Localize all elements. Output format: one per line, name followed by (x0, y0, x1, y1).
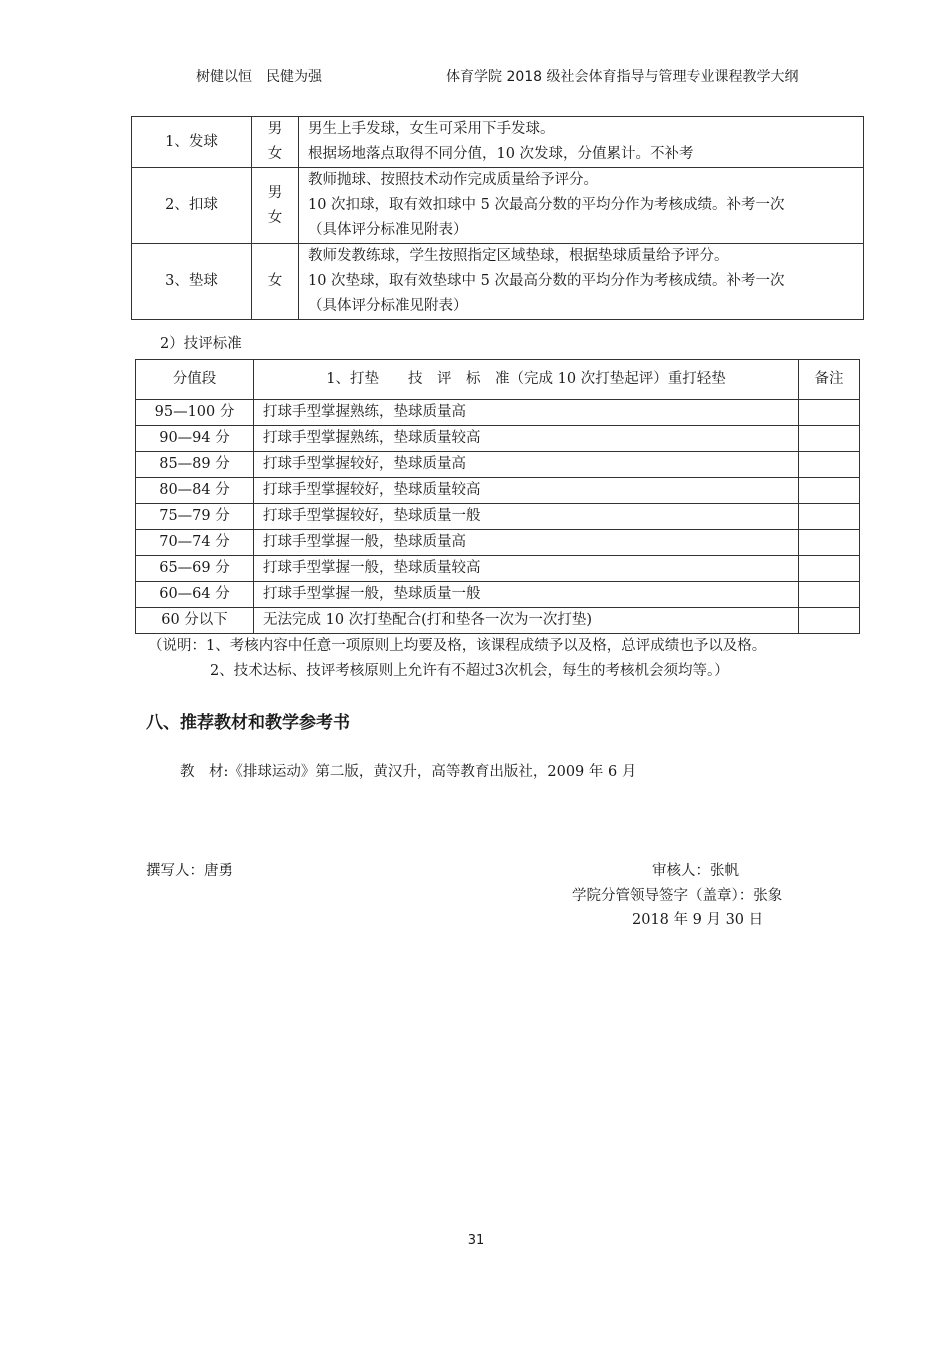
scoring-table (135, 359, 860, 634)
table-row (132, 117, 864, 168)
criteria-cell: 打球手型掌握较好，垫球质量较高 (254, 478, 799, 504)
header-right: 体育学院 2018 级社会体育指导与管理专业课程教学大纲 (446, 69, 799, 85)
note-cell (799, 530, 860, 556)
desc-cell (299, 244, 864, 320)
gender-label: 女 (267, 209, 283, 226)
page-number: 31 (467, 1233, 485, 1248)
desc-line: 教师发教练球，学生按照指定区域垫球，根据垫球质量给予评分。 (308, 248, 729, 264)
gender-label: 女 (267, 273, 283, 289)
table-row (136, 530, 860, 556)
note-line-2: 2、技术达标、技评考核原则上允许有不超过3次机会，每生的考核机会须均等。） (210, 663, 729, 679)
criteria-cell: 打球手型掌握一般，垫球质量较高 (254, 556, 799, 582)
note-cell (799, 504, 860, 530)
desc-line: 根据场地落点取得不同分值，10 次发球，分值累计。不补考 (308, 146, 694, 162)
table-row (136, 452, 860, 478)
table-row (136, 556, 860, 582)
score-cell: 90—94 分 (136, 426, 254, 452)
criteria-cell: 无法完成 10 次打垫配合(打和垫各一次为一次打垫) (254, 608, 799, 634)
score-cell: 60 分以下 (136, 608, 254, 634)
leader-signature: 学院分管领导签字（盖章）：张象 (572, 888, 783, 904)
gender-label: 男 (267, 121, 283, 137)
note-cell (799, 400, 860, 426)
table-row (136, 400, 860, 426)
desc-line: （具体评分标准见附表） (308, 222, 468, 238)
score-cell: 65—69 分 (136, 556, 254, 582)
desc-line: 男生上手发球，女生可采用下手发球。 (308, 121, 555, 137)
header-row (136, 360, 860, 400)
header-criteria: 1、打垫 技 评 标 准（完成 10 次打垫起评）重打轻垫 (254, 360, 799, 400)
gender-cell (252, 117, 299, 168)
criteria-cell: 打球手型掌握一般，垫球质量高 (254, 530, 799, 556)
table-row (136, 504, 860, 530)
assessment-table (131, 116, 864, 320)
gender-cell (252, 244, 299, 320)
desc-cell (299, 117, 864, 168)
gender-label: 女 (267, 146, 283, 162)
desc-cell (299, 168, 864, 244)
criteria-cell: 打球手型掌握较好，垫球质量高 (254, 452, 799, 478)
subheading: 2）技评标准 (160, 336, 242, 352)
writer-signature: 撰写人：唐勇 (146, 863, 233, 879)
table-row (132, 244, 864, 320)
gender-cell (252, 168, 299, 244)
criteria-cell: 打球手型掌握熟练，垫球质量高 (254, 400, 799, 426)
table-row (136, 608, 860, 634)
item-cell: 1、发球 (132, 117, 252, 168)
note-cell (799, 426, 860, 452)
desc-line: 10 次垫球，取有效垫球中 5 次最高分数的平均分作为考核成绩。补考一次 (308, 273, 785, 289)
note-cell (799, 478, 860, 504)
header-score: 分值段 (136, 360, 254, 400)
criteria-cell: 打球手型掌握较好，垫球质量一般 (254, 504, 799, 530)
note-line-1: （说明：1、考核内容中任意一项原则上均要及格，该课程成绩予以及格，总评成绩也予以及格。 (148, 638, 767, 654)
note-cell (799, 452, 860, 478)
score-cell: 85—89 分 (136, 452, 254, 478)
textbook-line: 教 材:《排球运动》第二版，黄汉升，高等教育出版社，2009 年 6 月 (180, 764, 637, 780)
table-row (136, 426, 860, 452)
section-title: 八、推荐教材和教学参考书 (146, 713, 350, 733)
reviewer-signature: 审核人：张帆 (652, 863, 739, 879)
desc-line: （具体评分标准见附表） (308, 298, 468, 314)
sign-date: 2018 年 9 月 30 日 (632, 912, 764, 928)
desc-line: 教师抛球、按照技术动作完成质量给予评分。 (308, 172, 598, 188)
note-cell (799, 582, 860, 608)
desc-line: 10 次扣球，取有效扣球中 5 次最高分数的平均分作为考核成绩。补考一次 (308, 197, 785, 213)
item-cell: 3、垫球 (132, 244, 252, 320)
score-cell: 95—100 分 (136, 400, 254, 426)
gender-label: 男 (267, 184, 283, 201)
score-cell: 60—64 分 (136, 582, 254, 608)
item-cell: 2、扣球 (132, 168, 252, 244)
note-cell (799, 556, 860, 582)
note-cell (799, 608, 860, 634)
table-row (136, 478, 860, 504)
score-cell: 80—84 分 (136, 478, 254, 504)
criteria-cell: 打球手型掌握熟练，垫球质量较高 (254, 426, 799, 452)
table-row (132, 168, 864, 244)
table-row (136, 582, 860, 608)
header-note: 备注 (799, 360, 860, 400)
criteria-cell: 打球手型掌握一般，垫球质量一般 (254, 582, 799, 608)
score-cell: 75—79 分 (136, 504, 254, 530)
score-cell: 70—74 分 (136, 530, 254, 556)
header-left: 树健以恒 民健为强 (196, 69, 322, 85)
